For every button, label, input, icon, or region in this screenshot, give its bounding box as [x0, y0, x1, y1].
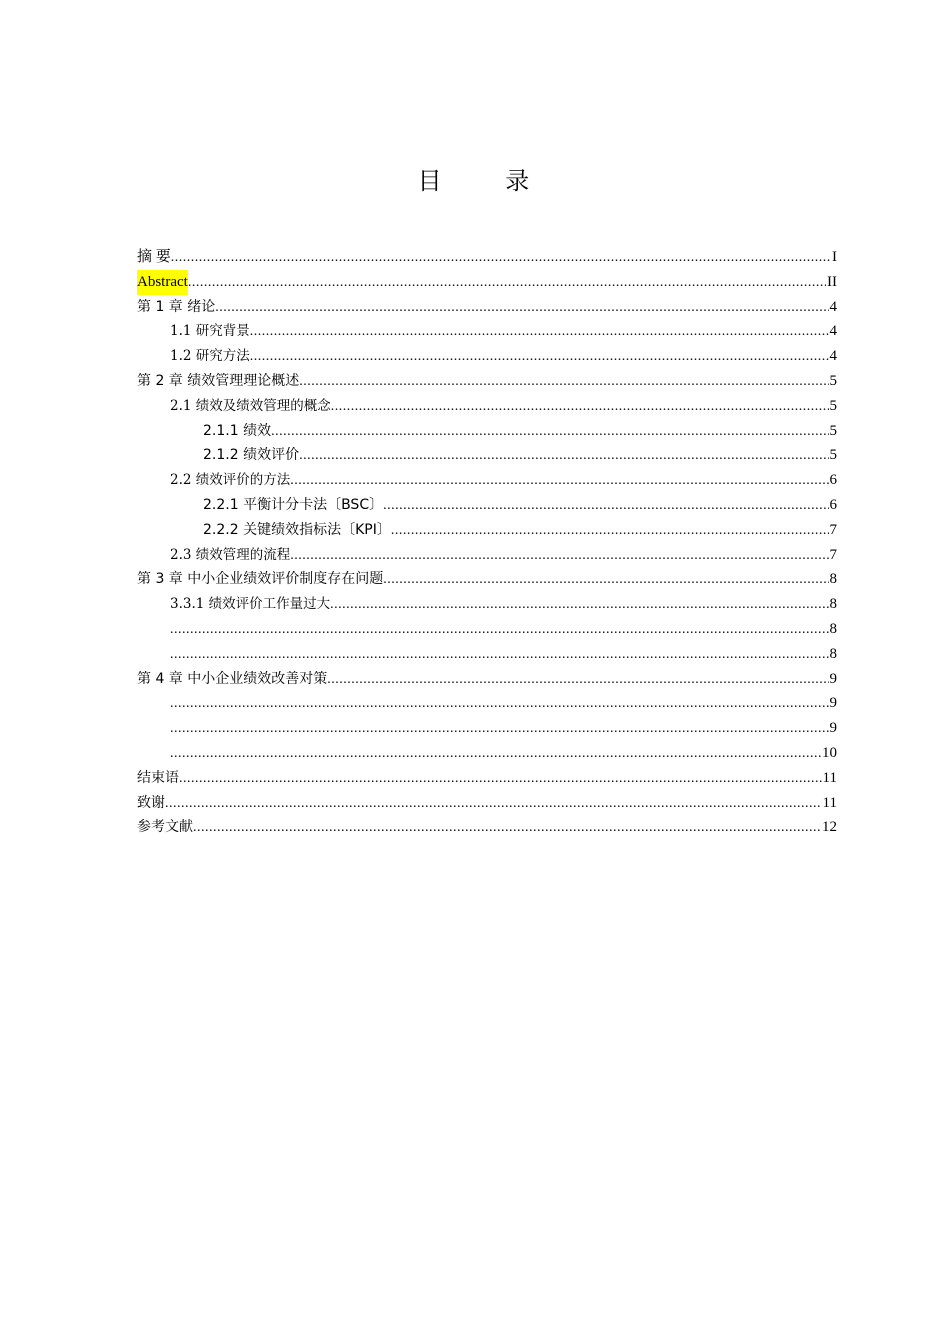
- dot-leader: [165, 792, 822, 817]
- dot-leader: [290, 469, 828, 494]
- toc-page-number: 9: [829, 720, 837, 737]
- toc-page-number: 8: [829, 596, 837, 613]
- toc-page-number: 8: [829, 620, 837, 637]
- dot-leader: [383, 494, 828, 519]
- toc-page-number: 4: [829, 298, 837, 315]
- dot-leader: [327, 668, 828, 693]
- dot-leader: [250, 320, 829, 345]
- toc-entry[interactable]: [137, 344, 837, 369]
- toc-entry-label: 第 2 章 绩效管理理论概述: [137, 372, 300, 389]
- toc-entry[interactable]: [137, 766, 837, 791]
- dot-leader: [215, 296, 828, 321]
- toc-page-number: 10: [822, 744, 837, 761]
- toc-entry[interactable]: [137, 518, 837, 543]
- toc-page-number: 4: [829, 323, 837, 340]
- dot-leader: [170, 618, 829, 643]
- toc-entry-label: 1.2 研究方法: [170, 348, 250, 365]
- toc-entry[interactable]: [137, 394, 837, 419]
- dot-leader: [170, 717, 829, 742]
- toc-entry[interactable]: [137, 543, 837, 568]
- toc-entry[interactable]: [137, 791, 837, 816]
- toc-page-number: 12: [822, 819, 837, 836]
- toc-entry-label: 2.2 绩效评价的方法: [170, 472, 291, 489]
- dot-leader: [290, 544, 828, 569]
- toc-entry-label: 致谢: [137, 794, 165, 811]
- toc-entry[interactable]: [137, 493, 837, 518]
- dot-leader: [170, 742, 821, 767]
- dot-leader: [250, 345, 829, 370]
- toc-entry[interactable]: [137, 617, 837, 642]
- toc-entry[interactable]: [137, 443, 837, 468]
- toc-entry-label: 第 1 章 绪论: [137, 298, 216, 315]
- toc-page-number: I: [832, 249, 837, 265]
- toc-page-number: 5: [829, 422, 837, 439]
- toc-entry[interactable]: [137, 716, 837, 741]
- toc-entry[interactable]: [137, 642, 837, 667]
- dot-leader: [188, 271, 826, 296]
- toc-entry-label: 2.2.2 关键绩效指标法〔KPI〕: [203, 521, 391, 538]
- toc-entry-label: 1.1 研究背景: [170, 323, 250, 340]
- toc-entry-label: Abstract: [137, 270, 188, 295]
- dot-leader: [193, 816, 821, 841]
- toc-entry-label: 结束语: [137, 769, 179, 786]
- toc-entry[interactable]: [137, 592, 837, 617]
- page-title: 目 录: [417, 167, 558, 195]
- toc-entry-label: 2.1 绩效及绩效管理的概念: [170, 397, 331, 414]
- toc-entry-label: 第 4 章 中小企业绩效改善对策: [137, 670, 328, 687]
- toc-entry[interactable]: [137, 667, 837, 692]
- dot-leader: [170, 643, 829, 668]
- dot-leader: [171, 246, 831, 271]
- toc-entry-label: 2.3 绩效管理的流程: [170, 546, 291, 563]
- toc-entry-label: 2.1.1 绩效: [203, 422, 272, 439]
- toc-entry[interactable]: [137, 270, 837, 295]
- toc-page-number: 5: [829, 397, 837, 414]
- toc-entry-label: 2.2.1 平衡计分卡法〔BSC〕: [203, 496, 384, 513]
- toc-page-number: 5: [829, 372, 837, 389]
- toc-page-number: 9: [829, 670, 837, 687]
- dot-leader: [299, 444, 828, 469]
- toc-page-number: 8: [829, 571, 837, 588]
- toc-entry-label: 3.3.1 绩效评价工作量过大: [170, 596, 331, 613]
- toc-entry[interactable]: [137, 567, 837, 592]
- toc-page-number: 11: [822, 769, 837, 786]
- toc-page-number: 9: [829, 695, 837, 712]
- dot-leader: [383, 568, 828, 593]
- toc-entry[interactable]: [137, 468, 837, 493]
- toc-entry-label: 参考文献: [137, 819, 193, 836]
- toc-page-number: II: [827, 273, 837, 290]
- toc-entry-label: 第 3 章 中小企业绩效评价制度存在问题: [137, 571, 384, 588]
- dot-leader: [271, 420, 828, 445]
- toc-page-number: 11: [822, 794, 837, 811]
- dot-leader: [179, 767, 822, 792]
- toc-entry-label: 摘 要: [137, 249, 171, 265]
- toc-page-number: 7: [829, 521, 837, 538]
- toc-page-number: 8: [829, 645, 837, 662]
- toc-entry[interactable]: [137, 815, 837, 840]
- toc-entry[interactable]: [137, 741, 837, 766]
- toc-entry[interactable]: [137, 319, 837, 344]
- dot-leader: [299, 370, 828, 395]
- toc-page-number: 7: [829, 546, 837, 563]
- toc-page-number: 6: [829, 496, 837, 513]
- toc-entry[interactable]: [137, 295, 837, 320]
- toc-entry[interactable]: [137, 245, 837, 270]
- dot-leader: [330, 593, 828, 618]
- toc-page-number: 5: [829, 447, 837, 464]
- toc-entry[interactable]: [137, 691, 837, 716]
- toc-page-number: 6: [829, 472, 837, 489]
- toc-entry[interactable]: [137, 369, 837, 394]
- toc-page-number: 4: [829, 348, 837, 365]
- dot-leader: [170, 692, 829, 717]
- toc-entry-label: 2.1.2 绩效评价: [203, 447, 300, 464]
- dot-leader: [391, 519, 829, 544]
- table-of-contents: [137, 245, 837, 840]
- dot-leader: [331, 395, 829, 420]
- toc-entry[interactable]: [137, 419, 837, 444]
